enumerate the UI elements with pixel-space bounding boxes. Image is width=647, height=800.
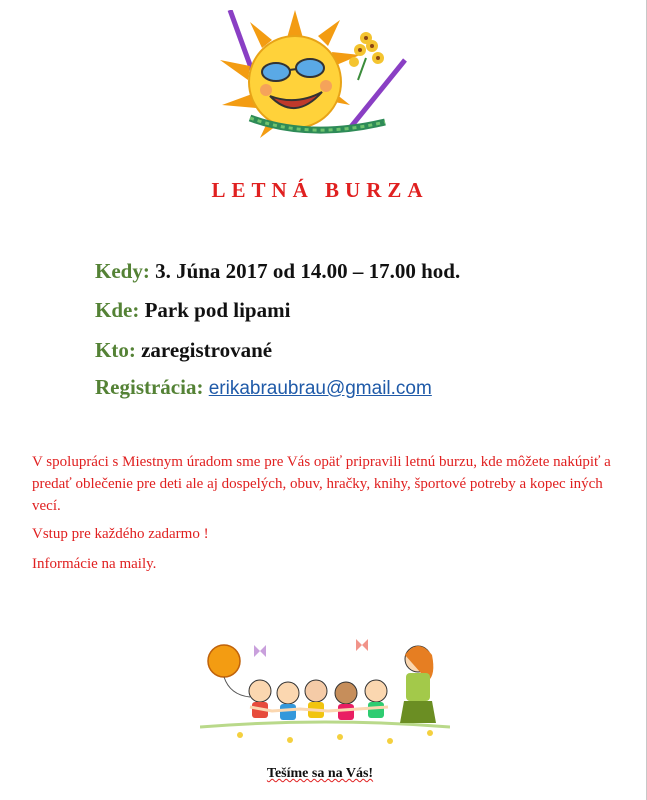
children-holding-hands-illustration <box>200 615 450 755</box>
who-label: Kto: <box>95 338 136 362</box>
closing-message <box>0 766 640 782</box>
where-value: Park pod lipami <box>144 298 291 322</box>
registration-email-link[interactable]: erikabraubrau@gmail.com <box>208 378 432 399</box>
event-title: LETNÁ BURZA <box>211 178 429 202</box>
registration-label: Registrácia: <box>95 375 204 399</box>
sun-on-swing-illustration <box>200 10 410 150</box>
closing-text: Tešíme sa na Vás! <box>266 766 374 781</box>
info-paragraph: Informácie na maily. <box>32 556 157 572</box>
where-label: Kde: <box>95 298 140 322</box>
info-where <box>95 298 290 323</box>
when-label: Kedy: <box>95 259 150 283</box>
info-registration <box>95 375 432 400</box>
info-who <box>95 338 272 363</box>
info-when <box>95 259 460 284</box>
entry-paragraph: Vstup pre každého zadarmo ! <box>32 526 209 542</box>
intro-paragraph: V spolupráci s Miestnym úradom sme pre Vás opäť pripravili letnú burzu, kde môžete nakúpiť a predať oblečenie pre deti ale aj dospelých, obuv, hračky, knihy, športové potreby a kopec iných vecí. <box>32 454 611 514</box>
who-value: zaregistrované <box>141 338 273 362</box>
when-value: 3. Júna 2017 od 14.00 – 17.00 hod. <box>155 259 461 283</box>
